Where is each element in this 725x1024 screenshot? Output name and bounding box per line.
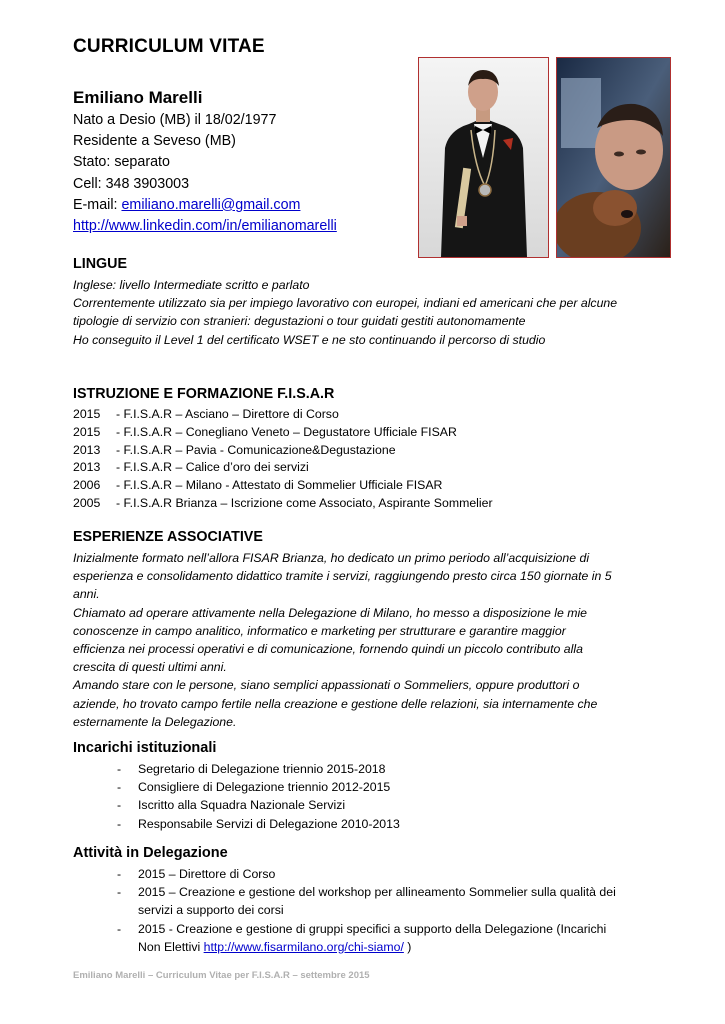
marital-status: Stato: separato: [73, 154, 170, 171]
esperienze-line: efficienza nei processi operativi e di comunicazione, fornendo quindi un piccolo contributo alla: [73, 642, 583, 657]
istruzione-text: - F.I.S.A.R – Calice d’oro dei servizi: [116, 460, 309, 475]
list-item-text: Consigliere di Delegazione triennio 2012-2015: [138, 780, 391, 795]
list-item: [73, 883, 616, 919]
bullet-dash: -: [117, 921, 122, 936]
istruzione-row: [73, 424, 493, 442]
esperienze-line: esternamente la Delegazione.: [73, 714, 237, 729]
esperienze-line: esperienza e consolidamento didattico tramite i servizi, raggiungendo presto circa 150 giornate in 5: [73, 569, 612, 584]
attivita-list: [73, 865, 616, 956]
list-item: [73, 920, 616, 956]
email-line: [73, 195, 337, 216]
istruzione-text: - F.I.S.A.R – Milano - Attestato di Sommelier Ufficiale FISAR: [116, 478, 443, 493]
esperienze-line: conoscenze in campo analitico, informatico e marketing per strutturare e garantire maggior: [73, 623, 566, 638]
list-item: [73, 815, 400, 833]
esperienze-line: anni.: [73, 587, 100, 602]
bullet-dash: -: [117, 780, 122, 795]
portrait-tuxedo-image: [419, 58, 548, 257]
esperienze-line: Amando stare con le persone, siano semplici appassionati o Sommeliers, oppure produttori o: [73, 678, 580, 693]
portrait-photo-tuxedo: [418, 57, 549, 258]
esperienze-line: Chiamato ad operare attivamente nella Delegazione di Milano, ho messo a disposizione le mie: [73, 605, 588, 620]
istruzione-text: - F.I.S.A.R – Conegliano Veneto – Degustatore Ufficiale FISAR: [116, 424, 457, 439]
list-item-text: Iscritto alla Squadra Nazionale Servizi: [138, 798, 346, 813]
subheading-attivita: Attività in Delegazione: [73, 845, 228, 861]
list-item: [73, 778, 400, 796]
residence-info: Residente a Seveso (MB): [73, 133, 236, 150]
phone-number: Cell: 348 3903003: [73, 175, 190, 192]
esperienze-line: crescita di questi ultimi anni.: [73, 660, 227, 675]
list-item-text: 2015 – Creazione e gestione del workshop per allineamento Sommelier sulla qualità dei: [138, 885, 616, 900]
istruzione-year: 2013: [73, 442, 101, 457]
istruzione-row: [73, 495, 493, 513]
list-item-text: ): [403, 939, 412, 954]
personal-info: [73, 110, 337, 237]
esperienze-text: [73, 549, 612, 731]
bullet-dash: -: [117, 867, 122, 881]
lingue-line: tipologie di servizio con stranieri: degustazioni o tour guidati gestiti autonomamente: [73, 314, 526, 329]
list-item-text: 2015 – Direttore di Corso: [138, 867, 276, 881]
list-item-text: Non Elettivi: [138, 939, 204, 954]
incarichi-list: [73, 760, 400, 833]
istruzione-list: [73, 406, 493, 513]
portrait-photo-dog: [556, 57, 671, 258]
istruzione-text: - F.I.S.A.R – Asciano – Direttore di Corso: [116, 407, 339, 421]
istruzione-year: 2015: [73, 424, 101, 439]
istruzione-row: [73, 406, 493, 424]
list-item: [73, 865, 616, 883]
istruzione-year: 2015: [73, 407, 101, 421]
subheading-incarichi: Incarichi istituzionali: [73, 740, 217, 756]
section-heading-esperienze: ESPERIENZE ASSOCIATIVE: [73, 529, 263, 545]
email-link[interactable]: emiliano.marelli@gmail.com: [121, 196, 301, 213]
istruzione-text: - F.I.S.A.R Brianza – Iscrizione come Associato, Aspirante Sommelier: [116, 495, 493, 510]
fisar-milano-link[interactable]: http://www.fisarmilano.org/chi-siamo/: [203, 939, 404, 954]
portrait-dog-image: [557, 58, 670, 257]
esperienze-line: aziende, ho trovato campo fertile nella creazione e gestione delle relazioni, sia internamente che: [73, 696, 598, 711]
birth-info: Nato a Desio (MB) il 18/02/1977: [73, 112, 277, 128]
bullet-dash: -: [117, 885, 122, 900]
istruzione-text: - F.I.S.A.R – Pavia - Comunicazione&Degustazione: [116, 442, 396, 457]
list-item-text: Responsabile Servizi di Delegazione 2010-2013: [138, 816, 400, 831]
list-item-text: 2015 - Creazione e gestione di gruppi specifici a supporto della Delegazione (Incarichi: [138, 921, 607, 936]
list-item: [73, 796, 400, 814]
istruzione-year: 2013: [73, 460, 101, 475]
lingue-line: Inglese: livello Intermediate scritto e parlato: [73, 278, 310, 292]
page-footer: Emiliano Marelli – Curriculum Vitae per F.I.S.A.R – settembre 2015: [73, 970, 370, 981]
istruzione-row: [73, 477, 493, 495]
bullet-dash: -: [117, 798, 122, 813]
esperienze-line: Inizialmente formato nell’allora FISAR Brianza, ho dedicato un primo periodo all’acquisizione di: [73, 551, 590, 565]
lingue-line: Correntemente utilizzato sia per impiego lavorativo con europei, indiani ed americani che per alcune: [73, 296, 618, 311]
list-item-text: servizi a supporto dei corsi: [138, 903, 284, 918]
lingue-text: [73, 276, 617, 349]
lingue-line: Ho conseguito il Level 1 del certificato WSET e ne sto continuando il percorso di studio: [73, 332, 546, 347]
bullet-dash: -: [117, 816, 122, 831]
list-item-text: Segretario di Delegazione triennio 2015-2018: [138, 762, 386, 776]
istruzione-year: 2006: [73, 478, 101, 493]
istruzione-row: [73, 459, 493, 477]
page-title: CURRICULUM VITAE: [73, 36, 265, 57]
email-label: E-mail:: [73, 196, 122, 213]
linkedin-link[interactable]: http://www.linkedin.com/in/emilianomarelli: [73, 218, 337, 235]
list-item: [73, 760, 400, 778]
bullet-dash: -: [117, 762, 122, 776]
person-name: Emiliano Marelli: [73, 88, 203, 107]
istruzione-year: 2005: [73, 495, 101, 510]
istruzione-row: [73, 442, 493, 460]
section-heading-lingue: LINGUE: [73, 256, 128, 272]
section-heading-istruzione: ISTRUZIONE E FORMAZIONE F.I.S.A.R: [73, 386, 335, 402]
